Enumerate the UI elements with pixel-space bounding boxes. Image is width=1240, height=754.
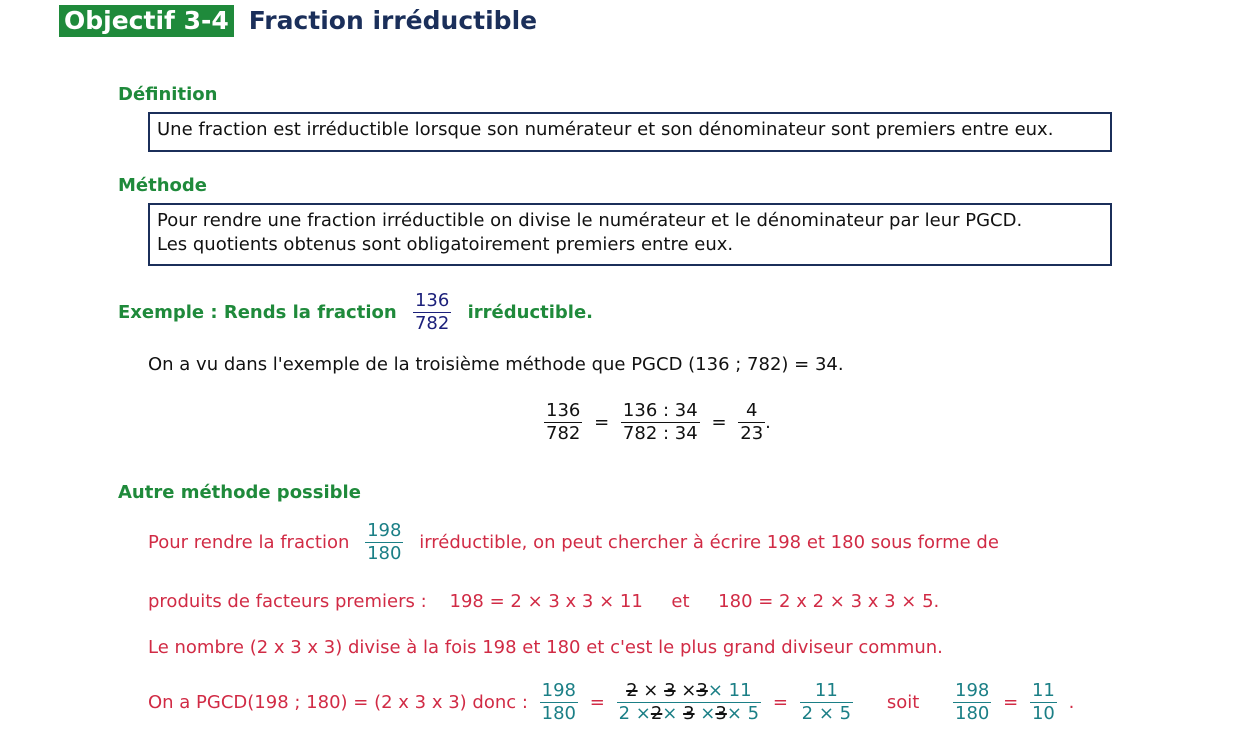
calc-fraction-2 bbox=[621, 400, 700, 445]
example-fraction bbox=[413, 290, 451, 335]
fraction-denominator: 782 bbox=[414, 313, 450, 334]
definition-label: Définition bbox=[118, 84, 218, 105]
alt-line-4-start: On a PGCD(198 ; 180) = (2 x 3 x 3) donc : bbox=[148, 692, 528, 713]
page-title: Fraction irréductible bbox=[248, 6, 538, 35]
page-header bbox=[59, 5, 537, 37]
alt-line-1-end: irréductible, on peut chercher à écrire 198 et 180 sous forme de bbox=[419, 532, 999, 553]
final-period: . bbox=[1068, 692, 1075, 713]
calc-f2-numerator: 136 : 34 bbox=[622, 400, 698, 421]
cancelled-factor: 3 bbox=[683, 703, 695, 724]
example-title bbox=[118, 290, 593, 335]
alt-f1-denominator: 180 bbox=[541, 703, 577, 724]
cancelled-factor: 3 bbox=[715, 703, 727, 724]
calc-f3-denominator: 23 bbox=[740, 423, 764, 444]
alt-line-3: Le nombre (2 x 3 x 3) divise à la fois 198 et 180 et c'est le plus grand diviseur commun. bbox=[148, 637, 943, 658]
definition-text: Une fraction est irréductible lorsque son numérateur et son dénominateur sont premiers entre eux. bbox=[157, 119, 1054, 140]
alt-f5-numerator: 11 bbox=[1031, 680, 1055, 701]
calc-f1-numerator: 136 bbox=[546, 400, 581, 421]
factor-text: × bbox=[694, 703, 716, 724]
alt-fraction bbox=[365, 520, 403, 565]
equals-sign: = bbox=[1003, 692, 1019, 713]
factor-text: × 11 bbox=[707, 680, 752, 701]
cancelled-factor: 2 bbox=[626, 680, 638, 701]
calc-fraction-1 bbox=[544, 400, 582, 445]
alt-calc-fraction-4 bbox=[953, 680, 991, 725]
method-line-2: Les quotients obtenus sont obligatoirement premiers entre eux. bbox=[157, 234, 734, 255]
soit-text: soit bbox=[886, 692, 920, 713]
alt-fraction-denominator: 180 bbox=[367, 543, 402, 564]
example-title-end: irréductible. bbox=[467, 302, 593, 323]
alt-method-label: Autre méthode possible bbox=[118, 482, 361, 503]
alt-fraction-numerator: 198 bbox=[367, 520, 402, 541]
alt-calc-fraction-5 bbox=[1030, 680, 1057, 725]
alt-f5-denominator: 10 bbox=[1031, 703, 1055, 724]
factor-text: × 5 bbox=[726, 703, 760, 724]
example-text: On a vu dans l'exemple de la troisième méthode que PGCD (136 ; 782) = 34. bbox=[148, 354, 844, 375]
definition-box bbox=[148, 112, 1112, 152]
calc-f1-denominator: 782 bbox=[546, 423, 581, 444]
example-calculation bbox=[544, 400, 771, 445]
calc-f2-denominator: 782 : 34 bbox=[622, 423, 698, 444]
calc-period: . bbox=[765, 412, 771, 433]
alt-line-1 bbox=[148, 520, 999, 565]
method-label: Méthode bbox=[118, 175, 207, 196]
method-line-1: Pour rendre une fraction irréductible on divise le numérateur et le dénominateur par leur PGCD. bbox=[157, 210, 1023, 231]
alt-calc-fraction-1 bbox=[540, 680, 578, 725]
equals-sign: = bbox=[594, 412, 610, 433]
factor-text: × bbox=[675, 680, 697, 701]
alt-calc-fraction-2 bbox=[617, 680, 762, 725]
equals-sign: = bbox=[711, 412, 727, 433]
factor-text: × bbox=[637, 680, 665, 701]
cancelled-factor: 3 bbox=[696, 680, 708, 701]
alt-line-2: produits de facteurs premiers : 198 = 2 × 3 x 3 × 11 et 180 = 2 x 2 × 3 x 3 × 5. bbox=[148, 591, 940, 612]
objective-badge: Objectif 3-4 bbox=[59, 5, 234, 37]
fraction-numerator: 136 bbox=[414, 290, 450, 311]
method-box bbox=[148, 203, 1112, 266]
example-title-start: Exemple : Rends la fraction bbox=[118, 302, 397, 323]
calc-fraction-3 bbox=[738, 400, 765, 445]
alt-f2-denominator bbox=[617, 702, 762, 725]
factor-text: × bbox=[662, 703, 684, 724]
equals-sign: = bbox=[589, 692, 605, 713]
alt-f1-numerator: 198 bbox=[541, 680, 577, 701]
alt-f4-numerator: 198 bbox=[955, 680, 990, 701]
cancelled-factor: 2 bbox=[650, 703, 663, 724]
alt-f4-denominator: 180 bbox=[955, 703, 990, 724]
alt-f2-numerator bbox=[624, 680, 753, 702]
factor-text: 2 × bbox=[618, 703, 651, 724]
alt-line-1-start: Pour rendre la fraction bbox=[148, 532, 350, 553]
calc-f3-numerator: 4 bbox=[745, 400, 758, 421]
alt-f3-numerator: 11 bbox=[814, 680, 838, 701]
alt-line-4 bbox=[148, 680, 1074, 725]
alt-calc-fraction-3 bbox=[800, 680, 853, 725]
equals-sign: = bbox=[772, 692, 788, 713]
alt-f3-denominator: 2 × 5 bbox=[801, 703, 852, 724]
cancelled-factor: 3 bbox=[664, 680, 676, 701]
